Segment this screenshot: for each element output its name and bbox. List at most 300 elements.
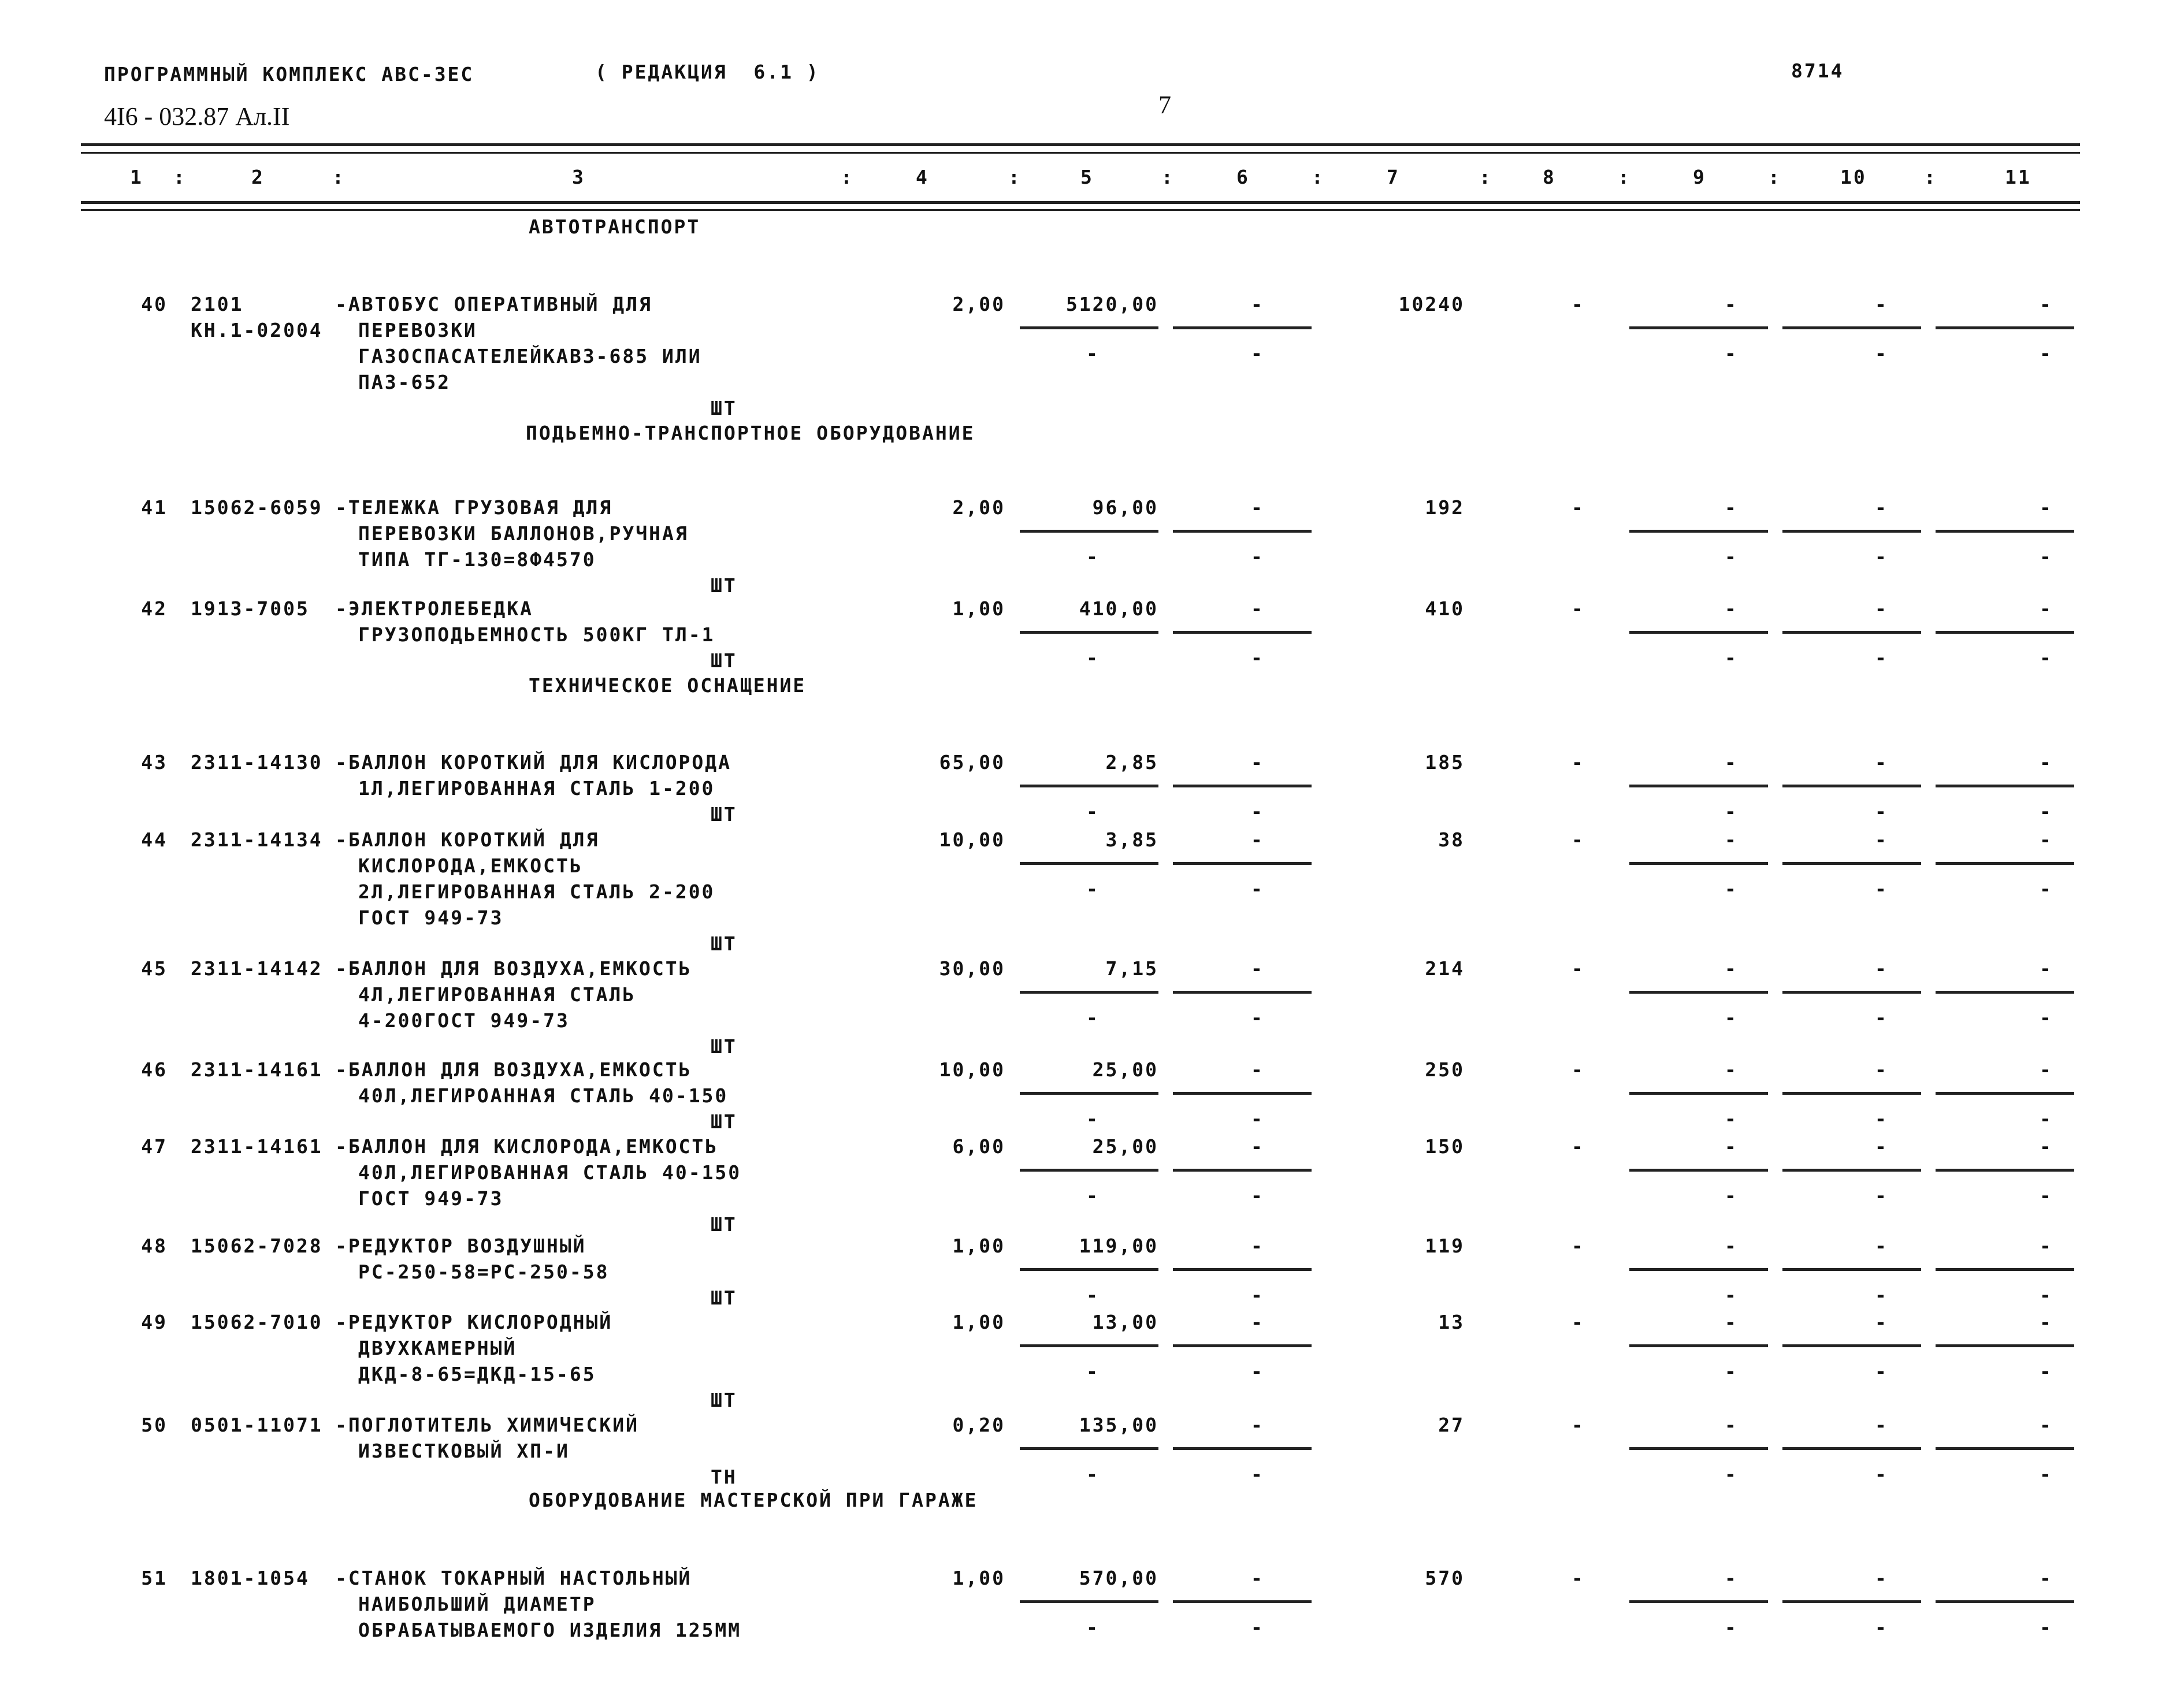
cell-underline (1173, 1092, 1312, 1095)
row-number: 40 (141, 293, 168, 315)
dash-mark: - (1251, 545, 1264, 568)
col-sep: : (1618, 166, 1631, 188)
row-number: 45 (141, 957, 168, 980)
quantity-value: 65,00 (939, 751, 1005, 774)
dash-mark: - (1251, 1107, 1264, 1130)
col-header-9: 9 (1693, 166, 1706, 188)
dash-mark: - (1251, 957, 1264, 980)
dash-mark: - (1572, 1311, 1585, 1333)
cell-underline (1629, 991, 1768, 994)
col-header-1: 1 (130, 166, 143, 188)
dash-mark: - (1086, 1107, 1100, 1130)
total-value: 570 (1425, 1567, 1465, 1589)
dash-mark: - (1572, 751, 1585, 774)
col-header-6: 6 (1236, 166, 1250, 188)
cell-underline (1936, 1092, 2074, 1095)
cell-underline (1782, 991, 1921, 994)
row-number: 47 (141, 1135, 168, 1158)
dash-mark: - (2040, 1616, 2053, 1638)
dash-mark: - (1725, 1463, 1738, 1485)
dash-mark: - (1875, 1235, 1888, 1257)
unit-label: ТН (711, 1466, 737, 1488)
cell-underline (1020, 991, 1158, 994)
total-value: 250 (1425, 1058, 1465, 1081)
col-sep: : (332, 166, 346, 188)
dash-mark: - (1251, 751, 1264, 774)
dash-mark: - (1251, 1311, 1264, 1333)
row-number: 50 (141, 1414, 168, 1436)
document-code: 4I6 - 032.87 Ал.II (104, 102, 290, 131)
dash-mark: - (1875, 1360, 1888, 1382)
dash-mark: - (1725, 646, 1738, 669)
dash-mark: - (1725, 800, 1738, 823)
unit-label: ШТ (711, 649, 737, 672)
quantity-value: 1,00 (952, 1311, 1005, 1333)
dash-mark: - (2040, 957, 2053, 980)
cell-underline (1782, 1600, 1921, 1603)
row-number: 43 (141, 751, 168, 774)
cell-underline (1020, 631, 1158, 634)
dash-mark: - (1251, 800, 1264, 823)
unit-label: ШТ (711, 397, 737, 419)
cell-underline (1936, 862, 2074, 865)
quantity-value: 10,00 (939, 828, 1005, 851)
dash-mark: - (1725, 1006, 1738, 1029)
header-bottom-rule (81, 201, 2080, 204)
dash-mark: - (1251, 828, 1264, 851)
cell-underline (1173, 530, 1312, 533)
dash-mark: - (2040, 800, 2053, 823)
total-value: 150 (1425, 1135, 1465, 1158)
cell-underline (1936, 1344, 2074, 1347)
dash-mark: - (1086, 878, 1100, 900)
dash-mark: - (1875, 545, 1888, 568)
cell-underline (1629, 862, 1768, 865)
cell-underline (1782, 1268, 1921, 1271)
item-description-line: -РЕДУКТОР ВОЗДУШНЫЙ (335, 1235, 586, 1257)
col-header-10: 10 (1840, 166, 1867, 188)
item-description-line: ГОСТ 949-73 (358, 906, 504, 929)
dash-mark: - (1251, 1235, 1264, 1257)
program-title: ПРОГРАММНЫЙ КОМПЛЕКС АВС-3ЕС (104, 63, 474, 86)
item-description-line: 40Л,ЛЕГИРОАННАЯ СТАЛЬ 40-150 (358, 1084, 729, 1107)
price-value: 119,00 (1079, 1235, 1158, 1257)
item-description-line: -БАЛЛОН ДЛЯ ВОЗДУХА,ЕМКОСТЬ (335, 1058, 692, 1081)
item-description-line: ГОСТ 949-73 (358, 1187, 504, 1210)
cell-underline (1936, 1600, 2074, 1603)
unit-label: ШТ (711, 932, 737, 955)
dash-mark: - (1875, 957, 1888, 980)
dash-mark: - (1572, 1058, 1585, 1081)
quantity-value: 10,00 (939, 1058, 1005, 1081)
dash-mark: - (1086, 342, 1100, 365)
row-number: 49 (141, 1311, 168, 1333)
dash-mark: - (1725, 1184, 1738, 1207)
table-top-rule-2 (81, 152, 2080, 154)
cell-underline (1936, 530, 2074, 533)
col-header-5: 5 (1080, 166, 1094, 188)
section-heading: ТЕХНИЧЕСКОЕ ОСНАЩЕНИЕ (529, 674, 807, 697)
item-description-line: ГРУЗОПОДЬЕМНОСТЬ 500КГ ТЛ-1 (358, 623, 715, 646)
cell-underline (1629, 1600, 1768, 1603)
quantity-value: 1,00 (952, 1235, 1005, 1257)
dash-mark: - (1875, 1107, 1888, 1130)
dash-mark: - (2040, 1414, 2053, 1436)
price-value: 13,00 (1092, 1311, 1158, 1333)
dash-mark: - (1875, 1184, 1888, 1207)
dash-mark: - (1251, 1006, 1264, 1029)
quantity-value: 1,00 (952, 597, 1005, 620)
dash-mark: - (1875, 1414, 1888, 1436)
item-description-line: НАИБОЛЬШИЙ ДИАМЕТР (358, 1593, 596, 1615)
price-value: 7,15 (1105, 957, 1158, 980)
cell-underline (1020, 1268, 1158, 1271)
page-number: 7 (1158, 91, 1171, 119)
dash-mark: - (1572, 1235, 1585, 1257)
dash-mark: - (1725, 1414, 1738, 1436)
dash-mark: - (1875, 1006, 1888, 1029)
item-code: 1913-7005 (191, 597, 310, 620)
dash-mark: - (1875, 828, 1888, 851)
unit-label: ШТ (711, 1110, 737, 1133)
col-sep: : (1312, 166, 1325, 188)
dash-mark: - (1251, 878, 1264, 900)
dash-mark: - (1251, 646, 1264, 669)
dash-mark: - (1572, 957, 1585, 980)
dash-mark: - (1725, 1360, 1738, 1382)
cell-underline (1782, 785, 1921, 787)
cell-underline (1020, 785, 1158, 787)
dash-mark: - (1572, 597, 1585, 620)
price-value: 25,00 (1092, 1135, 1158, 1158)
dash-mark: - (1086, 1006, 1100, 1029)
dash-mark: - (1875, 1567, 1888, 1589)
cell-underline (1629, 785, 1768, 787)
cell-underline (1629, 530, 1768, 533)
dash-mark: - (1875, 878, 1888, 900)
total-value: 38 (1438, 828, 1465, 851)
dash-mark: - (1875, 496, 1888, 519)
dash-mark: - (2040, 1184, 2053, 1207)
row-number: 41 (141, 496, 168, 519)
cell-underline (1629, 326, 1768, 329)
total-value: 185 (1425, 751, 1465, 774)
price-value: 135,00 (1079, 1414, 1158, 1436)
dash-mark: - (1251, 1616, 1264, 1638)
col-sep: : (1008, 166, 1022, 188)
dash-mark: - (1086, 1284, 1100, 1306)
dash-mark: - (1251, 1135, 1264, 1158)
cell-underline (1020, 1344, 1158, 1347)
item-code: 15062-7010 (191, 1311, 323, 1333)
price-value: 570,00 (1079, 1567, 1158, 1589)
col-header-4: 4 (916, 166, 929, 188)
cell-underline (1173, 1447, 1312, 1450)
dash-mark: - (1725, 1058, 1738, 1081)
dash-mark: - (1251, 1284, 1264, 1306)
dash-mark: - (1086, 1463, 1100, 1485)
cell-underline (1173, 991, 1312, 994)
total-value: 13 (1438, 1311, 1465, 1333)
price-value: 3,85 (1105, 828, 1158, 851)
dash-mark: - (1086, 545, 1100, 568)
quantity-value: 0,20 (952, 1414, 1005, 1436)
dash-mark: - (1086, 1360, 1100, 1382)
dash-mark: - (2040, 1235, 2053, 1257)
edition-label: ( РЕДАКЦИЯ 6.1 ) (595, 61, 820, 83)
dash-mark: - (2040, 1058, 2053, 1081)
dash-mark: - (2040, 342, 2053, 365)
quantity-value: 2,00 (952, 293, 1005, 315)
cell-underline (1629, 1344, 1768, 1347)
total-value: 192 (1425, 496, 1465, 519)
col-sep: : (1161, 166, 1175, 188)
dash-mark: - (1572, 828, 1585, 851)
cell-underline (1173, 1344, 1312, 1347)
cell-underline (1173, 326, 1312, 329)
dash-mark: - (1572, 1567, 1585, 1589)
dash-mark: - (1875, 597, 1888, 620)
quantity-value: 30,00 (939, 957, 1005, 980)
row-number: 44 (141, 828, 168, 851)
item-description-line: -БАЛЛОН ДЛЯ КИСЛОРОДА,ЕМКОСТЬ (335, 1135, 719, 1158)
dash-mark: - (2040, 1463, 2053, 1485)
dash-mark: - (1251, 597, 1264, 620)
dash-mark: - (1725, 1107, 1738, 1130)
cell-underline (1173, 1268, 1312, 1271)
dash-mark: - (1251, 1360, 1264, 1382)
section-heading: ОБОРУДОВАНИЕ МАСТЕРСКОЙ ПРИ ГАРАЖЕ (529, 1489, 978, 1511)
quantity-value: 2,00 (952, 496, 1005, 519)
dash-mark: - (1875, 1058, 1888, 1081)
col-header-8: 8 (1543, 166, 1556, 188)
price-value: 25,00 (1092, 1058, 1158, 1081)
dash-mark: - (2040, 545, 2053, 568)
dash-mark: - (1875, 342, 1888, 365)
total-value: 27 (1438, 1414, 1465, 1436)
price-value: 96,00 (1092, 496, 1158, 519)
dash-mark: - (1725, 751, 1738, 774)
dash-mark: - (1086, 1616, 1100, 1638)
item-code: 0501-11071 (191, 1414, 323, 1436)
cell-underline (1782, 326, 1921, 329)
dash-mark: - (1875, 1135, 1888, 1158)
cell-underline (1629, 1268, 1768, 1271)
item-description-line: 2Л,ЛЕГИРОВАННАЯ СТАЛЬ 2-200 (358, 880, 715, 903)
item-description-line: ДВУХКАМЕРНЫЙ (358, 1337, 517, 1359)
item-description-line: 40Л,ЛЕГИРОВАННАЯ СТАЛЬ 40-150 (358, 1161, 742, 1184)
cell-underline (1020, 862, 1158, 865)
dash-mark: - (1251, 342, 1264, 365)
dash-mark: - (1251, 293, 1264, 315)
item-description-line: КИСЛОРОДА,ЕМКОСТЬ (358, 854, 583, 877)
cell-underline (1629, 1447, 1768, 1450)
dash-mark: - (1572, 293, 1585, 315)
total-value: 214 (1425, 957, 1465, 980)
item-code: 2311-14130 (191, 751, 323, 774)
item-description-line: 4Л,ЛЕГИРОВАННАЯ СТАЛЬ (358, 983, 636, 1006)
dash-mark: - (1875, 751, 1888, 774)
item-description-line: РС-250-58=РС-250-58 (358, 1261, 610, 1283)
dash-mark: - (1251, 1463, 1264, 1485)
unit-label: ШТ (711, 1035, 737, 1058)
dash-mark: - (1572, 1414, 1585, 1436)
unit-label: ШТ (711, 1287, 737, 1309)
item-description-line: -АВТОБУС ОПЕРАТИВНЫЙ ДЛЯ (335, 293, 652, 315)
dash-mark: - (2040, 1006, 2053, 1029)
col-header-3: 3 (572, 166, 585, 188)
row-number: 48 (141, 1235, 168, 1257)
quantity-value: 6,00 (952, 1135, 1005, 1158)
dash-mark: - (2040, 878, 2053, 900)
item-description-line: ГАЗОСПАСАТЕЛЕЙКАВЗ-685 ИЛИ (358, 345, 702, 367)
dash-mark: - (1086, 1184, 1100, 1207)
unit-label: ШТ (711, 803, 737, 826)
dash-mark: - (1875, 1284, 1888, 1306)
dash-mark: - (1251, 1058, 1264, 1081)
unit-label: ШТ (711, 1389, 737, 1411)
item-code: 2311-14161 (191, 1135, 323, 1158)
col-header-7: 7 (1387, 166, 1400, 188)
cell-underline (1936, 326, 2074, 329)
item-code: 2311-14161 (191, 1058, 323, 1081)
cell-underline (1173, 785, 1312, 787)
cell-underline (1173, 862, 1312, 865)
total-value: 10240 (1398, 293, 1465, 315)
item-description-line: ПАЗ-652 (358, 371, 451, 393)
dash-mark: - (1875, 1616, 1888, 1638)
cell-underline (1936, 991, 2074, 994)
item-description-line: 1Л,ЛЕГИРОВАННАЯ СТАЛЬ 1-200 (358, 777, 715, 800)
dash-mark: - (1725, 342, 1738, 365)
dash-mark: - (2040, 1284, 2053, 1306)
item-description-line: ДКД-8-65=ДКД-15-65 (358, 1363, 596, 1385)
dash-mark: - (1725, 957, 1738, 980)
row-number: 42 (141, 597, 168, 620)
sheet-number: 8714 (1791, 60, 1844, 82)
dash-mark: - (1725, 828, 1738, 851)
item-description-line: -ЭЛЕКТРОЛЕБЕДКА (335, 597, 534, 620)
item-description-line: ПЕРЕВОЗКИ (358, 319, 477, 341)
dash-mark: - (2040, 646, 2053, 669)
col-header-2: 2 (251, 166, 265, 188)
item-code: 15062-6059 (191, 496, 323, 519)
cell-underline (1173, 631, 1312, 634)
item-code-secondary: КН.1-02004 (191, 319, 323, 341)
dash-mark: - (1875, 1463, 1888, 1485)
cell-underline (1936, 631, 2074, 634)
cell-underline (1020, 530, 1158, 533)
total-value: 410 (1425, 597, 1465, 620)
item-code: 2311-14134 (191, 828, 323, 851)
cell-underline (1782, 1344, 1921, 1347)
cell-underline (1629, 1169, 1768, 1172)
dash-mark: - (1725, 1311, 1738, 1333)
section-heading: АВТОТРАНСПОРТ (529, 215, 701, 238)
item-description-line: ТИПА ТГ-130=8Ф4570 (358, 548, 596, 571)
cell-underline (1782, 862, 1921, 865)
cell-underline (1629, 631, 1768, 634)
item-code: 2101 (191, 293, 244, 315)
dash-mark: - (1875, 1311, 1888, 1333)
dash-mark: - (1725, 878, 1738, 900)
item-description-line: -БАЛЛОН КОРОТКИЙ ДЛЯ (335, 828, 600, 851)
dash-mark: - (1875, 293, 1888, 315)
dash-mark: - (2040, 597, 2053, 620)
dash-mark: - (1725, 1135, 1738, 1158)
dash-mark: - (1725, 545, 1738, 568)
item-description-line: -БАЛЛОН КОРОТКИЙ ДЛЯ КИСЛОРОДА (335, 751, 732, 774)
dash-mark: - (2040, 1360, 2053, 1382)
cell-underline (1936, 785, 2074, 787)
item-description-line: -ТЕЛЕЖКА ГРУЗОВАЯ ДЛЯ (335, 496, 613, 519)
item-description-line: 4-200ГОСТ 949-73 (358, 1009, 570, 1032)
dash-mark: - (1251, 1184, 1264, 1207)
dash-mark: - (1875, 646, 1888, 669)
dash-mark: - (2040, 828, 2053, 851)
col-header-11: 11 (2005, 166, 2031, 188)
col-sep: : (1924, 166, 1937, 188)
dash-mark: - (2040, 1311, 2053, 1333)
item-description-line: ПЕРЕВОЗКИ БАЛЛОНОВ,РУЧНАЯ (358, 522, 689, 545)
row-number: 46 (141, 1058, 168, 1081)
item-description-line: -СТАНОК ТОКАРНЫЙ НАСТОЛЬНЫЙ (335, 1567, 692, 1589)
item-description-line: ИЗВЕСТКОВЫЙ ХП-И (358, 1440, 570, 1462)
item-description-line: -ПОГЛОТИТЕЛЬ ХИМИЧЕСКИЙ (335, 1414, 639, 1436)
cell-underline (1173, 1169, 1312, 1172)
price-value: 410,00 (1079, 597, 1158, 620)
item-code: 2311-14142 (191, 957, 323, 980)
cell-underline (1020, 1169, 1158, 1172)
unit-label: ШТ (711, 574, 737, 597)
dash-mark: - (2040, 1567, 2053, 1589)
dash-mark: - (2040, 751, 2053, 774)
col-sep: : (841, 166, 854, 188)
item-code: 15062-7028 (191, 1235, 323, 1257)
col-sep: : (173, 166, 187, 188)
unit-label: ШТ (711, 1213, 737, 1236)
dash-mark: - (1086, 646, 1100, 669)
item-description-line: -РЕДУКТОР КИСЛОРОДНЫЙ (335, 1311, 613, 1333)
dash-mark: - (1725, 1567, 1738, 1589)
cell-underline (1782, 1447, 1921, 1450)
item-description-line: -БАЛЛОН ДЛЯ ВОЗДУХА,ЕМКОСТЬ (335, 957, 692, 980)
dash-mark: - (2040, 1107, 2053, 1130)
cell-underline (1020, 326, 1158, 329)
cell-underline (1020, 1092, 1158, 1095)
table-top-rule (81, 143, 2080, 146)
dash-mark: - (2040, 1135, 2053, 1158)
col-sep: : (1479, 166, 1492, 188)
dash-mark: - (1725, 1616, 1738, 1638)
dash-mark: - (1572, 496, 1585, 519)
dash-mark: - (1251, 1414, 1264, 1436)
total-value: 119 (1425, 1235, 1465, 1257)
quantity-value: 1,00 (952, 1567, 1005, 1589)
dash-mark: - (1875, 800, 1888, 823)
cell-underline (1782, 1092, 1921, 1095)
item-description-line: ОБРАБАТЫВАЕМОГО ИЗДЕЛИЯ 125ММ (358, 1619, 742, 1641)
cell-underline (1782, 1169, 1921, 1172)
dash-mark: - (1725, 293, 1738, 315)
dash-mark: - (1725, 597, 1738, 620)
cell-underline (1020, 1447, 1158, 1450)
item-code: 1801-1054 (191, 1567, 310, 1589)
cell-underline (1020, 1600, 1158, 1603)
dash-mark: - (1725, 496, 1738, 519)
dash-mark: - (1251, 496, 1264, 519)
col-sep: : (1768, 166, 1781, 188)
